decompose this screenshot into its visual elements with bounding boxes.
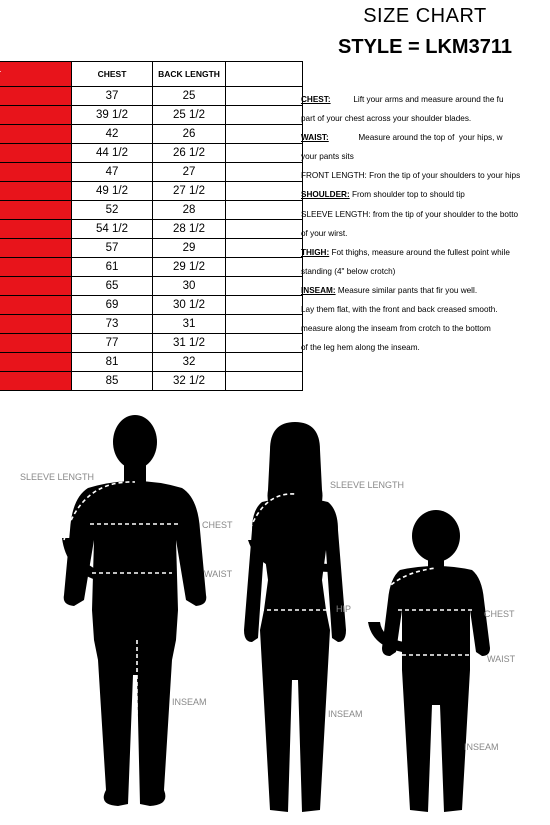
table-row bbox=[0, 315, 303, 334]
child-silhouette bbox=[368, 510, 490, 812]
chest-value: 49 1/2 bbox=[72, 182, 153, 201]
note-text: SLEEVE LENGTH: from the tip of your shoulder to the botto bbox=[301, 209, 519, 219]
note-line bbox=[301, 147, 550, 166]
chest-value: 81 bbox=[72, 353, 153, 372]
chest-value: 42 bbox=[72, 125, 153, 144]
label-inseam-woman: INSEAM bbox=[328, 709, 363, 719]
chest-value: 73 bbox=[72, 315, 153, 334]
table-row bbox=[0, 220, 303, 239]
empty-cell bbox=[226, 334, 303, 353]
back-length-value: 27 bbox=[153, 163, 226, 182]
empty-cell bbox=[226, 372, 303, 391]
back-length-value: 25 bbox=[153, 87, 226, 106]
table-row bbox=[0, 163, 303, 182]
back-length-value: 32 bbox=[153, 353, 226, 372]
table-row bbox=[0, 125, 303, 144]
note-line bbox=[301, 205, 550, 224]
note-line bbox=[301, 281, 550, 300]
back-length-value: 29 bbox=[153, 239, 226, 258]
size-label bbox=[0, 182, 72, 201]
back-length-value: 29 1/2 bbox=[153, 258, 226, 277]
size-label bbox=[0, 87, 72, 106]
chest-value: 39 1/2 bbox=[72, 106, 153, 125]
size-label bbox=[0, 239, 72, 258]
note-text: From shoulder top to should tip bbox=[349, 190, 465, 200]
table-row bbox=[0, 353, 303, 372]
header-chest: CHEST bbox=[72, 62, 153, 87]
note-line bbox=[301, 224, 550, 243]
empty-cell bbox=[226, 144, 303, 163]
note-line bbox=[301, 109, 550, 128]
label-sleeve-length-man: SLEEVE LENGTH bbox=[20, 472, 95, 482]
empty-cell bbox=[226, 125, 303, 144]
note-text: part of your chest across your shoulder blades. bbox=[301, 114, 472, 124]
note-text: Lay them flat, with the front and back creased smooth. bbox=[301, 305, 498, 315]
chest-value: 85 bbox=[72, 372, 153, 391]
back-length-value: 26 1/2 bbox=[153, 144, 226, 163]
note-text: Fot thighs, measure around the fullest point while bbox=[329, 247, 510, 257]
note-line bbox=[301, 319, 550, 338]
empty-cell bbox=[226, 182, 303, 201]
table-row bbox=[0, 296, 303, 315]
chest-value: 77 bbox=[72, 334, 153, 353]
table-row bbox=[0, 87, 303, 106]
table-row bbox=[0, 334, 303, 353]
size-label bbox=[0, 144, 72, 163]
label-chest-child: CHEST bbox=[484, 609, 515, 619]
label-chest-man: CHEST bbox=[202, 520, 233, 530]
note-text: of the leg hem along the inseam. bbox=[301, 343, 420, 353]
table-row bbox=[0, 277, 303, 296]
silhouettes-svg bbox=[0, 410, 550, 825]
table-row bbox=[0, 106, 303, 125]
size-label bbox=[0, 315, 72, 334]
empty-cell bbox=[226, 106, 303, 125]
size-label bbox=[0, 106, 72, 125]
chest-value: 69 bbox=[72, 296, 153, 315]
note-term: WAIST: bbox=[301, 133, 329, 143]
back-length-value: 30 bbox=[153, 277, 226, 296]
chest-value: 57 bbox=[72, 239, 153, 258]
header-measurement bbox=[0, 62, 72, 87]
size-label bbox=[0, 296, 72, 315]
size-label bbox=[0, 334, 72, 353]
table-row bbox=[0, 258, 303, 277]
size-label bbox=[0, 353, 72, 372]
header-empty bbox=[226, 62, 303, 87]
empty-cell bbox=[226, 258, 303, 277]
table-row bbox=[0, 239, 303, 258]
chest-value: 61 bbox=[72, 258, 153, 277]
empty-cell bbox=[226, 277, 303, 296]
note-text: standing (4" below crotch) bbox=[301, 266, 396, 276]
size-label bbox=[0, 163, 72, 182]
label-sleeve-length-woman: SLEEVE LENGTH bbox=[330, 480, 405, 490]
table-row bbox=[0, 372, 303, 391]
back-length-value: 28 bbox=[153, 201, 226, 220]
note-term: SHOULDER: bbox=[301, 190, 350, 200]
back-length-value: 32 1/2 bbox=[153, 372, 226, 391]
label-waist-man: WAIST bbox=[204, 569, 233, 579]
note-line bbox=[301, 262, 550, 281]
table-header-row bbox=[0, 62, 303, 87]
back-length-value: 31 bbox=[153, 315, 226, 334]
note-term: INSEAM: bbox=[301, 285, 336, 295]
back-length-value: 28 1/2 bbox=[153, 220, 226, 239]
note-line bbox=[301, 166, 550, 185]
note-term: CHEST: bbox=[301, 95, 331, 104]
size-label bbox=[0, 258, 72, 277]
empty-cell bbox=[226, 220, 303, 239]
label-inseam-man: INSEAM bbox=[172, 697, 207, 707]
label-inseam-child: INSEAM bbox=[464, 742, 499, 752]
empty-cell bbox=[226, 239, 303, 258]
label-waist-child: WAIST bbox=[487, 654, 516, 664]
back-length-value: 30 1/2 bbox=[153, 296, 226, 315]
note-text: FRONT LENGTH: Fron the tip of your shoulders to your hips bbox=[301, 171, 521, 181]
style-code: STYLE = LKM3711 bbox=[338, 36, 512, 58]
chest-value: 44 1/2 bbox=[72, 144, 153, 163]
chest-value: 37 bbox=[72, 87, 153, 106]
empty-cell bbox=[226, 87, 303, 106]
chest-value: 47 bbox=[72, 163, 153, 182]
note-line bbox=[301, 128, 550, 147]
note-text: Measure similar pants that fir you well. bbox=[335, 285, 478, 295]
size-label bbox=[0, 277, 72, 296]
note-text: measure along the inseam from crotch to the bottom bbox=[301, 324, 491, 334]
note-term: THIGH: bbox=[301, 247, 330, 257]
note-line bbox=[301, 90, 550, 109]
size-label bbox=[0, 372, 72, 391]
back-length-value: 31 1/2 bbox=[153, 334, 226, 353]
body-measurement-figure bbox=[0, 410, 550, 825]
table-row bbox=[0, 182, 303, 201]
chest-value: 54 1/2 bbox=[72, 220, 153, 239]
empty-cell bbox=[226, 296, 303, 315]
size-label bbox=[0, 201, 72, 220]
note-line bbox=[301, 300, 550, 319]
chest-value: 52 bbox=[72, 201, 153, 220]
size-label bbox=[0, 125, 72, 144]
chart-title: SIZE CHART bbox=[363, 5, 487, 27]
measurement-notes bbox=[301, 90, 550, 357]
note-line bbox=[301, 243, 550, 262]
empty-cell bbox=[226, 163, 303, 182]
chest-value: 65 bbox=[72, 277, 153, 296]
note-text: Lift your arms and measure around the fu bbox=[330, 95, 504, 104]
empty-cell bbox=[226, 353, 303, 372]
note-text: of your wirst. bbox=[301, 228, 348, 238]
size-table bbox=[0, 61, 303, 391]
label-hip-woman: HIP bbox=[336, 604, 352, 614]
back-length-value: 26 bbox=[153, 125, 226, 144]
note-line bbox=[301, 185, 550, 204]
table-row bbox=[0, 201, 303, 220]
note-line bbox=[301, 338, 550, 357]
note-text: Measure around the top of your hips, w bbox=[328, 133, 503, 143]
table-row bbox=[0, 144, 303, 163]
empty-cell bbox=[226, 315, 303, 334]
size-label bbox=[0, 220, 72, 239]
header-back-length: BACK LENGTH bbox=[153, 62, 226, 87]
note-text: your pants sits bbox=[301, 152, 354, 162]
back-length-value: 25 1/2 bbox=[153, 106, 226, 125]
back-length-value: 27 1/2 bbox=[153, 182, 226, 201]
empty-cell bbox=[226, 201, 303, 220]
